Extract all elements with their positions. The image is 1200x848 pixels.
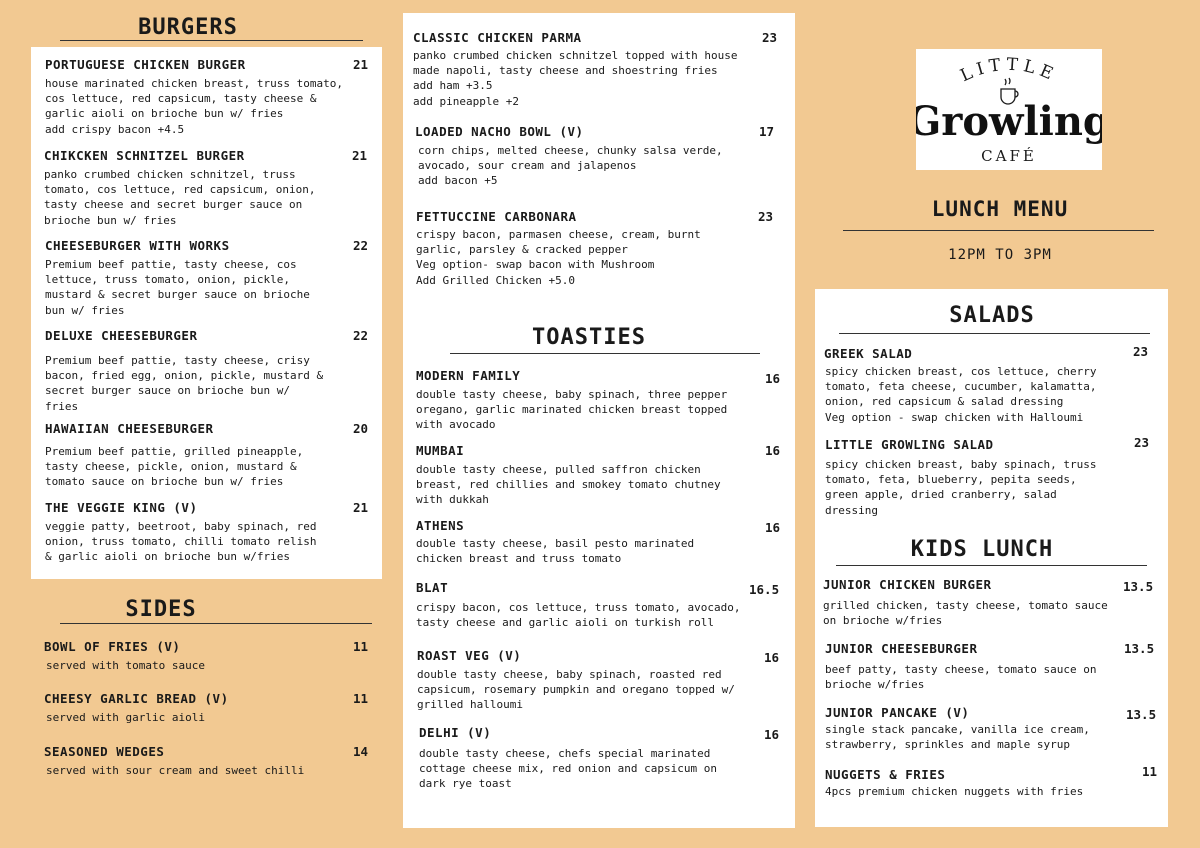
- item-price: 16: [765, 371, 781, 386]
- toastie-item-delhi: [419, 725, 791, 792]
- burgers-title: BURGERS: [138, 15, 238, 40]
- burger-item-hawaiian: [45, 421, 375, 490]
- item-price: 21: [352, 148, 368, 163]
- item-price: 14: [353, 744, 369, 759]
- sides-title: SIDES: [125, 597, 197, 622]
- item-price: 23: [758, 209, 774, 224]
- salads-rule: [839, 333, 1150, 334]
- item-desc: Premium beef pattie, grilled pineapple, tasty cheese, pickle, onion, mustard & tomato sauce on brioche bun w/ fries: [45, 445, 304, 489]
- lunch-hours: 12PM TO 3PM: [948, 247, 1052, 263]
- salad-item-greek: [824, 346, 1164, 425]
- item-desc: spicy chicken breast, baby spinach, truss tomato, feta, blueberry, pepita seeds, green apple, dried cranberry, salad dressing: [825, 458, 1097, 517]
- item-desc: beef patty, tasty cheese, tomato sauce on brioche w/fries: [825, 663, 1097, 692]
- salad-item-little-growling: [825, 437, 1165, 518]
- item-name: JUNIOR CHICKEN BURGER: [823, 577, 992, 592]
- item-price: 22: [353, 328, 369, 343]
- item-desc: double tasty cheese, baby spinach, three pepper oregano, garlic marinated chicken breast topped with avocado: [416, 388, 728, 432]
- item-desc: double tasty cheese, pulled saffron chicken breast, red chillies and smokey tomato chutney with dukkah: [416, 463, 721, 507]
- kids-rule: [836, 565, 1147, 566]
- item-price: 21: [353, 500, 369, 515]
- item-price: 11: [353, 639, 369, 654]
- item-desc: double tasty cheese, basil pesto marinated chicken breast and truss tomato: [416, 537, 695, 566]
- main-item-parma: [413, 30, 785, 109]
- item-desc: house marinated chicken breast, truss tomato, cos lettuce, red capsicum, tasty cheese & garlic aioli on brioche bun w/ fries add crispy bacon +4.5: [45, 77, 344, 136]
- middle-panel: [403, 13, 795, 828]
- item-name: MODERN FAMILY: [416, 368, 521, 383]
- item-name: NUGGETS & FRIES: [825, 767, 946, 782]
- toasties-rule: [450, 353, 760, 354]
- item-price: 16: [765, 443, 781, 458]
- toastie-item-modern-family: [416, 368, 788, 433]
- item-name: BLAT: [416, 580, 449, 595]
- item-name: LITTLE GROWLING SALAD: [825, 437, 994, 452]
- item-price: 16: [765, 520, 781, 535]
- side-item-fries: [44, 639, 374, 673]
- item-desc: crispy bacon, parmasen cheese, cream, burnt garlic, parsley & cracked pepper Veg option- swap bacon with Mushroom Add Grilled Chicken +5.0: [416, 228, 701, 287]
- item-price: 23: [1133, 344, 1149, 359]
- item-desc: spicy chicken breast, cos lettuce, cherry tomato, feta cheese, cucumber, kalamatta, onion, red capsicum & salad dressing Veg option - swap chicken with Halloumi: [825, 365, 1097, 424]
- main-item-carbonara: [416, 209, 788, 288]
- item-desc: Premium beef pattie, tasty cheese, cos lettuce, truss tomato, onion, pickle, mustard & secret burger sauce on brioche bun w/ fries: [45, 258, 310, 317]
- item-price: 16: [764, 650, 780, 665]
- side-item-wedges: [44, 744, 374, 778]
- lunch-menu-title: LUNCH MENU: [931, 197, 1069, 221]
- item-name: HAWAIIAN CHEESEBURGER: [45, 421, 214, 436]
- item-price: 23: [762, 30, 778, 45]
- item-price: 13.5: [1123, 579, 1154, 594]
- logo-top-text: LITTLE: [957, 54, 1061, 87]
- item-name: DELUXE CHEESEBURGER: [45, 328, 198, 343]
- right-panel: [815, 289, 1168, 827]
- item-desc: panko crumbed chicken schnitzel, truss tomato, cos lettuce, red capsicum, onion, tasty cheese and secret burger sauce on brioche bun w/ fries: [44, 168, 316, 227]
- side-item-garlic-bread: [44, 691, 374, 725]
- item-name: PORTUGUESE CHICKEN BURGER: [45, 57, 246, 72]
- toastie-item-mumbai: [416, 443, 788, 508]
- item-name: DELHI (V): [419, 725, 492, 740]
- logo-graphic: [916, 49, 1102, 170]
- toastie-item-blat: [416, 580, 788, 630]
- item-desc: served with sour cream and sweet chilli: [46, 764, 305, 777]
- item-price: 16.5: [749, 582, 780, 597]
- toasties-title: TOASTIES: [532, 325, 646, 350]
- item-name: ATHENS: [416, 518, 465, 533]
- item-desc: double tasty cheese, chefs special marinated cottage cheese mix, red onion and capsicum on dark rye toast: [419, 747, 718, 791]
- item-name: CHIKCKEN SCHNITZEL BURGER: [44, 148, 245, 163]
- burgers-rule: [60, 40, 363, 41]
- item-price: 13.5: [1124, 641, 1155, 656]
- item-desc: grilled chicken, tasty cheese, tomato sauce on brioche w/fries: [823, 599, 1108, 628]
- salads-title: SALADS: [949, 303, 1035, 328]
- item-desc: served with tomato sauce: [46, 659, 205, 672]
- kids-item-cheeseburger: [825, 641, 1170, 692]
- logo-bottom-text: CAFÉ: [981, 147, 1037, 165]
- item-price: 11: [353, 691, 369, 706]
- item-desc: served with garlic aioli: [46, 711, 205, 724]
- item-name: ROAST VEG (V): [417, 648, 522, 663]
- item-name: CHEESEBURGER WITH WORKS: [45, 238, 230, 253]
- svg-text:LITTLE: [957, 55, 1060, 87]
- kids-item-pancake: [825, 705, 1170, 752]
- item-desc: crispy bacon, cos lettuce, truss tomato, avocado, tasty cheese and garlic aioli on turkish roll: [416, 601, 741, 630]
- item-name: JUNIOR CHEESEBURGER: [825, 641, 978, 656]
- item-name: GREEK SALAD: [824, 346, 913, 361]
- item-price: 21: [353, 57, 369, 72]
- item-price: 20: [353, 421, 369, 436]
- burger-item-deluxe: [45, 328, 375, 414]
- lunch-menu-rule: [843, 230, 1154, 231]
- item-price: 16: [764, 727, 780, 742]
- item-desc: veggie patty, beetroot, baby spinach, red onion, truss tomato, chilli tomato relish & garlic aioli on brioche bun w/fries: [45, 520, 317, 564]
- item-name: BOWL OF FRIES (V): [44, 639, 181, 654]
- logo-middle-text: Growling: [916, 98, 1102, 145]
- toastie-item-athens: [416, 518, 788, 566]
- cafe-logo: [916, 49, 1102, 170]
- item-price: 22: [353, 238, 369, 253]
- sides-rule: [60, 623, 372, 624]
- item-price: 17: [759, 124, 775, 139]
- toastie-item-roast-veg: [417, 648, 789, 713]
- item-desc: corn chips, melted cheese, chunky salsa verde, avocado, sour cream and jalapenos add bacon +5: [418, 144, 723, 188]
- item-name: THE VEGGIE KING (V): [45, 500, 198, 515]
- item-name: FETTUCCINE CARBONARA: [416, 209, 577, 224]
- main-item-nacho: [415, 124, 787, 189]
- item-desc: double tasty cheese, baby spinach, roasted red capsicum, rosemary pumpkin and oregano topped w/ grilled halloumi: [417, 668, 735, 712]
- item-name: JUNIOR PANCAKE (V): [825, 705, 970, 720]
- item-name: SEASONED WEDGES: [44, 744, 165, 759]
- item-desc: panko crumbed chicken schnitzel topped with house made napoli, tasty cheese and shoestring fries add ham +3.5 add pineapple +2: [413, 49, 738, 108]
- burgers-panel: [31, 47, 382, 579]
- burger-item-schnitzel: [44, 148, 374, 228]
- item-name: LOADED NACHO BOWL (V): [415, 124, 584, 139]
- item-name: CHEESY GARLIC BREAD (V): [44, 691, 229, 706]
- kids-item-chicken-burger: [823, 577, 1168, 628]
- item-name: MUMBAI: [416, 443, 465, 458]
- item-desc: single stack pancake, vanilla ice cream, strawberry, sprinkles and maple syrup: [825, 723, 1090, 752]
- item-price: 23: [1134, 435, 1150, 450]
- burger-item-veggie: [45, 500, 375, 565]
- item-price: 13.5: [1126, 707, 1157, 722]
- burger-item-works: [45, 238, 375, 318]
- item-desc: Premium beef pattie, tasty cheese, crisy bacon, fried egg, onion, pickle, mustard & secret burger sauce on brioche bun w/ fries: [45, 354, 324, 413]
- kids-title: KIDS LUNCH: [910, 537, 1054, 562]
- kids-item-nuggets: [825, 764, 1170, 799]
- item-price: 11: [1142, 764, 1158, 779]
- item-desc: 4pcs premium chicken nuggets with fries: [825, 785, 1084, 798]
- burger-item-portuguese: [45, 57, 375, 137]
- item-name: CLASSIC CHICKEN PARMA: [413, 30, 582, 45]
